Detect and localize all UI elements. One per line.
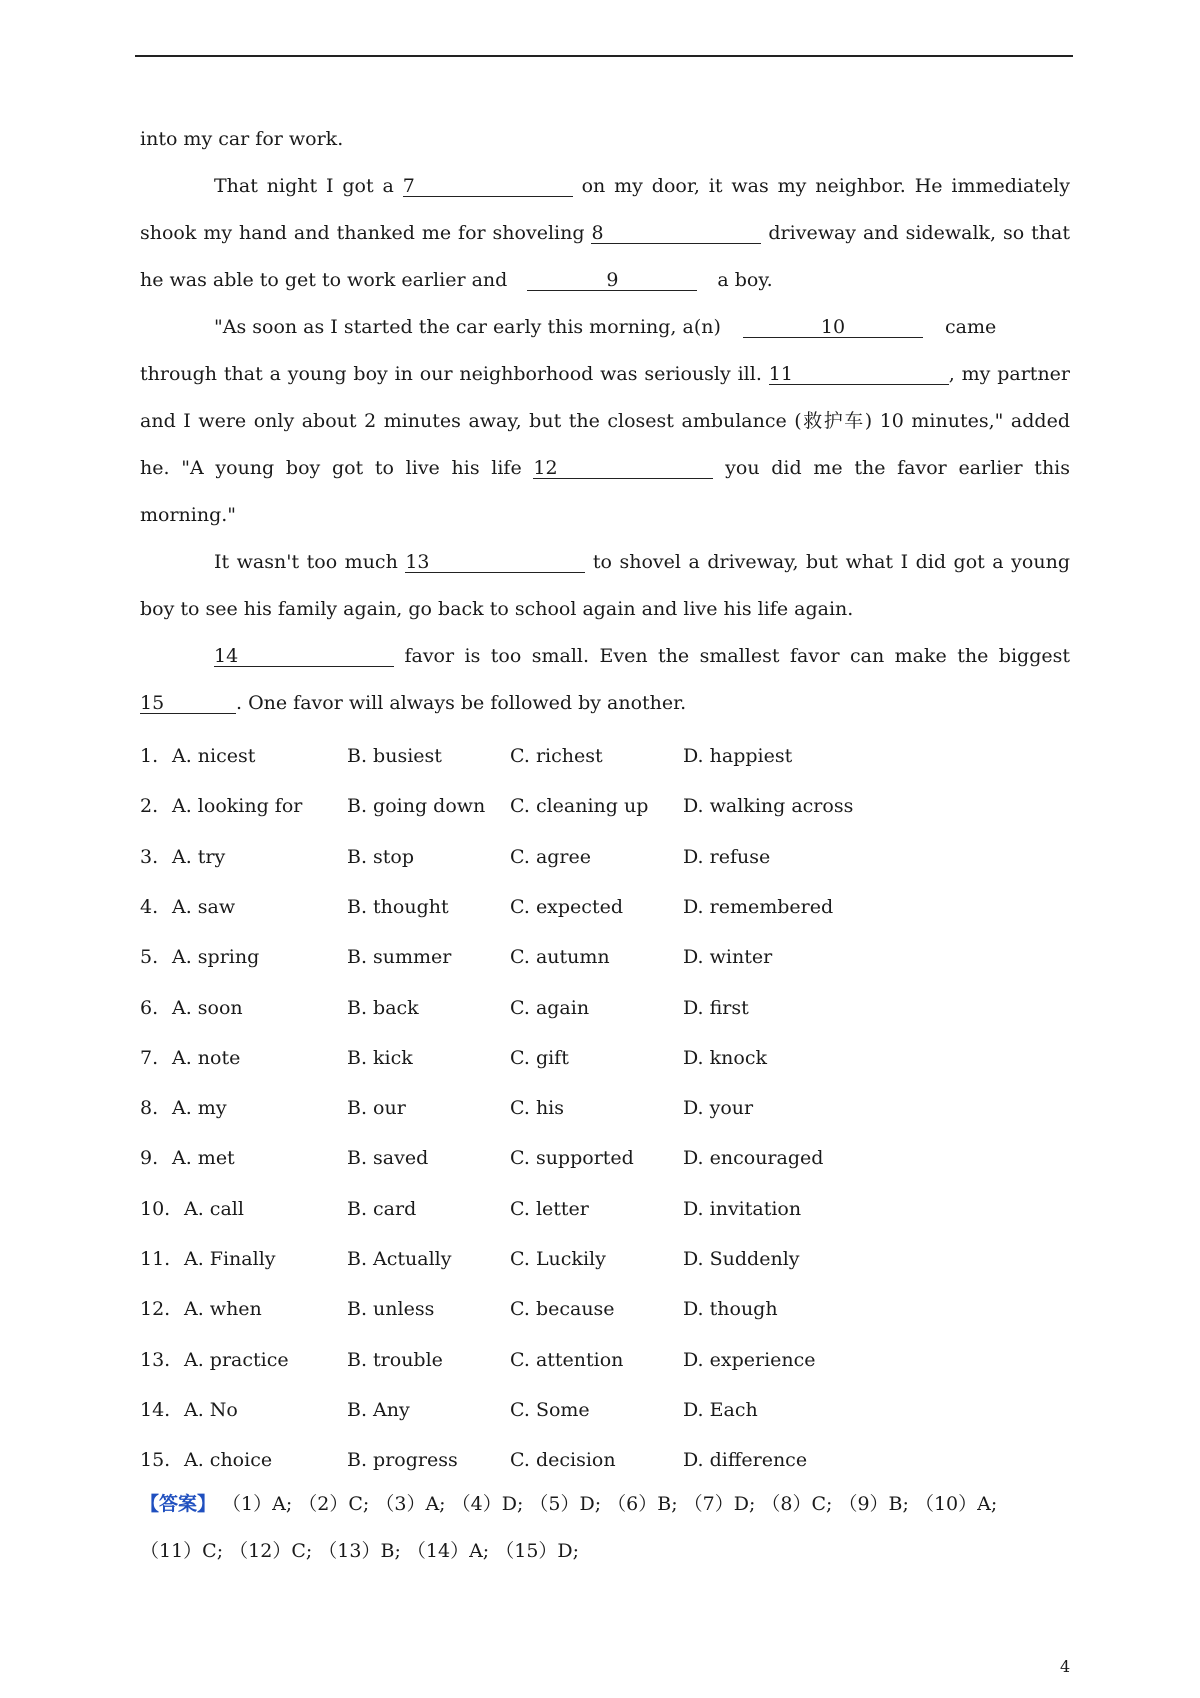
option-c[interactable]: C. expected: [510, 896, 623, 918]
option-c[interactable]: C. again: [510, 997, 590, 1019]
option-b[interactable]: B. card: [347, 1198, 417, 1220]
option-row: [140, 1093, 1040, 1123]
option-d[interactable]: D. knock: [683, 1047, 767, 1069]
blank-13[interactable]: 13: [405, 550, 585, 573]
question-number: 1.: [140, 745, 159, 767]
option-a[interactable]: A. my: [172, 1097, 227, 1119]
option-b[interactable]: B. busiest: [347, 745, 442, 767]
option-row: [140, 1043, 1040, 1073]
option-a[interactable]: A. saw: [172, 896, 236, 918]
option-b[interactable]: B. unless: [347, 1298, 435, 1320]
option-d[interactable]: D. though: [683, 1298, 778, 1320]
option-b[interactable]: B. progress: [347, 1449, 458, 1471]
option-b[interactable]: B. our: [347, 1097, 406, 1119]
option-a[interactable]: A. try: [172, 846, 226, 868]
option-d[interactable]: D. difference: [683, 1449, 808, 1471]
option-a[interactable]: A. note: [172, 1047, 241, 1069]
question-number: 4.: [140, 896, 159, 918]
question-number: 5.: [140, 946, 159, 968]
option-a[interactable]: A. spring: [172, 946, 260, 968]
option-c[interactable]: C. Some: [510, 1399, 590, 1421]
option-b[interactable]: B. Actually: [347, 1248, 452, 1270]
question-number: 3.: [140, 846, 159, 868]
option-d[interactable]: D. Suddenly: [683, 1248, 800, 1270]
option-d[interactable]: D. refuse: [683, 846, 771, 868]
option-row: [140, 791, 1040, 821]
passage-line: and I were only about 2 minutes away, but the closest ambulance (救护车) 10 minutes," added: [140, 410, 1070, 432]
blank-14[interactable]: 14: [214, 644, 394, 667]
header-rule: [135, 55, 1073, 57]
option-c[interactable]: C. gift: [510, 1047, 569, 1069]
blank-11[interactable]: 11: [769, 362, 949, 385]
option-row: [140, 1294, 1040, 1324]
option-row: [140, 942, 1040, 972]
option-b[interactable]: B. Any: [347, 1399, 410, 1421]
option-c[interactable]: C. Luckily: [510, 1248, 606, 1270]
option-c[interactable]: C. letter: [510, 1198, 589, 1220]
option-d[interactable]: D. remembered: [683, 896, 834, 918]
answer-line: 【答案】 （1）A; （2）C; （3）A; （4）D; （5）D; （6）B; （7）D; （8）C; （9）B; （10）A;: [140, 1493, 998, 1515]
answer-line: （11）C; （12）C; （13）B; （14）A; （15）D;: [140, 1540, 580, 1562]
blank-12[interactable]: 12: [533, 456, 713, 479]
option-d[interactable]: D. your: [683, 1097, 754, 1119]
blank-9[interactable]: 9: [527, 268, 697, 291]
option-row: [140, 1194, 1040, 1224]
option-row: [140, 741, 1040, 771]
option-d[interactable]: D. walking across: [683, 795, 854, 817]
passage-line: "As soon as I started the car early this morning, a(n) 10 came: [214, 316, 997, 338]
option-row: [140, 1345, 1040, 1375]
option-a[interactable]: A. No: [184, 1399, 238, 1421]
option-b[interactable]: B. trouble: [347, 1349, 443, 1371]
option-row: [140, 1445, 1040, 1475]
option-d[interactable]: D. Each: [683, 1399, 758, 1421]
option-c[interactable]: C. richest: [510, 745, 603, 767]
option-d[interactable]: D. happiest: [683, 745, 793, 767]
question-number: 8.: [140, 1097, 159, 1119]
passage-line: he. "A young boy got to live his life 12 you did me the favor earlier this: [140, 457, 1071, 479]
page-number: 4: [1060, 1657, 1071, 1676]
question-number: 14.: [140, 1399, 171, 1421]
option-a[interactable]: A. practice: [184, 1349, 289, 1371]
option-c[interactable]: C. autumn: [510, 946, 610, 968]
option-a[interactable]: A. met: [172, 1147, 235, 1169]
question-number: 7.: [140, 1047, 159, 1069]
blank-7[interactable]: 7: [403, 174, 573, 197]
option-c[interactable]: C. his: [510, 1097, 565, 1119]
option-a[interactable]: A. when: [184, 1298, 262, 1320]
option-a[interactable]: A. nicest: [172, 745, 256, 767]
passage-line: 14 favor is too small. Even the smallest favor can make the biggest: [214, 645, 1070, 667]
option-row: [140, 1395, 1040, 1425]
option-c[interactable]: C. decision: [510, 1449, 616, 1471]
option-d[interactable]: D. invitation: [683, 1198, 802, 1220]
option-b[interactable]: B. stop: [347, 846, 415, 868]
option-row: [140, 993, 1040, 1023]
option-c[interactable]: C. agree: [510, 846, 592, 868]
option-d[interactable]: D. encouraged: [683, 1147, 824, 1169]
option-d[interactable]: D. first: [683, 997, 749, 1019]
passage-line: 15 . One favor will always be followed by another.: [140, 692, 687, 714]
option-b[interactable]: B. summer: [347, 946, 452, 968]
passage-line: It wasn't too much 13 to shovel a driveway, but what I did got a young: [214, 551, 1070, 573]
blank-10[interactable]: 10: [743, 315, 923, 338]
question-number: 15.: [140, 1449, 171, 1471]
option-d[interactable]: D. winter: [683, 946, 773, 968]
answer-tag: 【答案】: [140, 1493, 217, 1515]
passage-line: morning.": [140, 504, 237, 526]
question-number: 9.: [140, 1147, 159, 1169]
option-row: [140, 1143, 1040, 1173]
passage-line: through that a young boy in our neighborhood was seriously ill. 11 , my partner: [140, 363, 1071, 385]
blank-8[interactable]: 8: [591, 221, 761, 244]
question-number: 13.: [140, 1349, 171, 1371]
passage-line: he was able to get to work earlier and 9 a boy.: [140, 269, 773, 291]
option-row: [140, 842, 1040, 872]
question-number: 6.: [140, 997, 159, 1019]
option-b[interactable]: B. thought: [347, 896, 449, 918]
option-c[interactable]: C. supported: [510, 1147, 634, 1169]
passage-line: shook my hand and thanked me for shoveling 8 driveway and sidewalk, so that: [140, 222, 1070, 244]
option-c[interactable]: C. attention: [510, 1349, 624, 1371]
option-b[interactable]: B. going down: [347, 795, 486, 817]
option-b[interactable]: B. saved: [347, 1147, 429, 1169]
question-number: 2.: [140, 795, 159, 817]
option-row: [140, 1244, 1040, 1274]
passage-line: That night I got a 7 on my door, it was my neighbor. He immediately: [214, 175, 1070, 197]
option-a[interactable]: A. looking for: [172, 795, 303, 817]
blank-15[interactable]: 15: [140, 691, 236, 714]
passage-line: into my car for work.: [140, 128, 344, 150]
option-a[interactable]: A. soon: [172, 997, 243, 1019]
option-d[interactable]: D. experience: [683, 1349, 816, 1371]
option-b[interactable]: B. kick: [347, 1047, 413, 1069]
option-a[interactable]: A. choice: [184, 1449, 273, 1471]
question-number: 12.: [140, 1298, 171, 1320]
question-number: 10.: [140, 1198, 171, 1220]
option-a[interactable]: A. call: [184, 1198, 244, 1220]
option-c[interactable]: C. because: [510, 1298, 615, 1320]
option-row: [140, 892, 1040, 922]
question-number: 11.: [140, 1248, 171, 1270]
passage-line: boy to see his family again, go back to school again and live his life again.: [140, 598, 854, 620]
option-c[interactable]: C. cleaning up: [510, 795, 649, 817]
option-b[interactable]: B. back: [347, 997, 419, 1019]
option-a[interactable]: A. Finally: [184, 1248, 276, 1270]
